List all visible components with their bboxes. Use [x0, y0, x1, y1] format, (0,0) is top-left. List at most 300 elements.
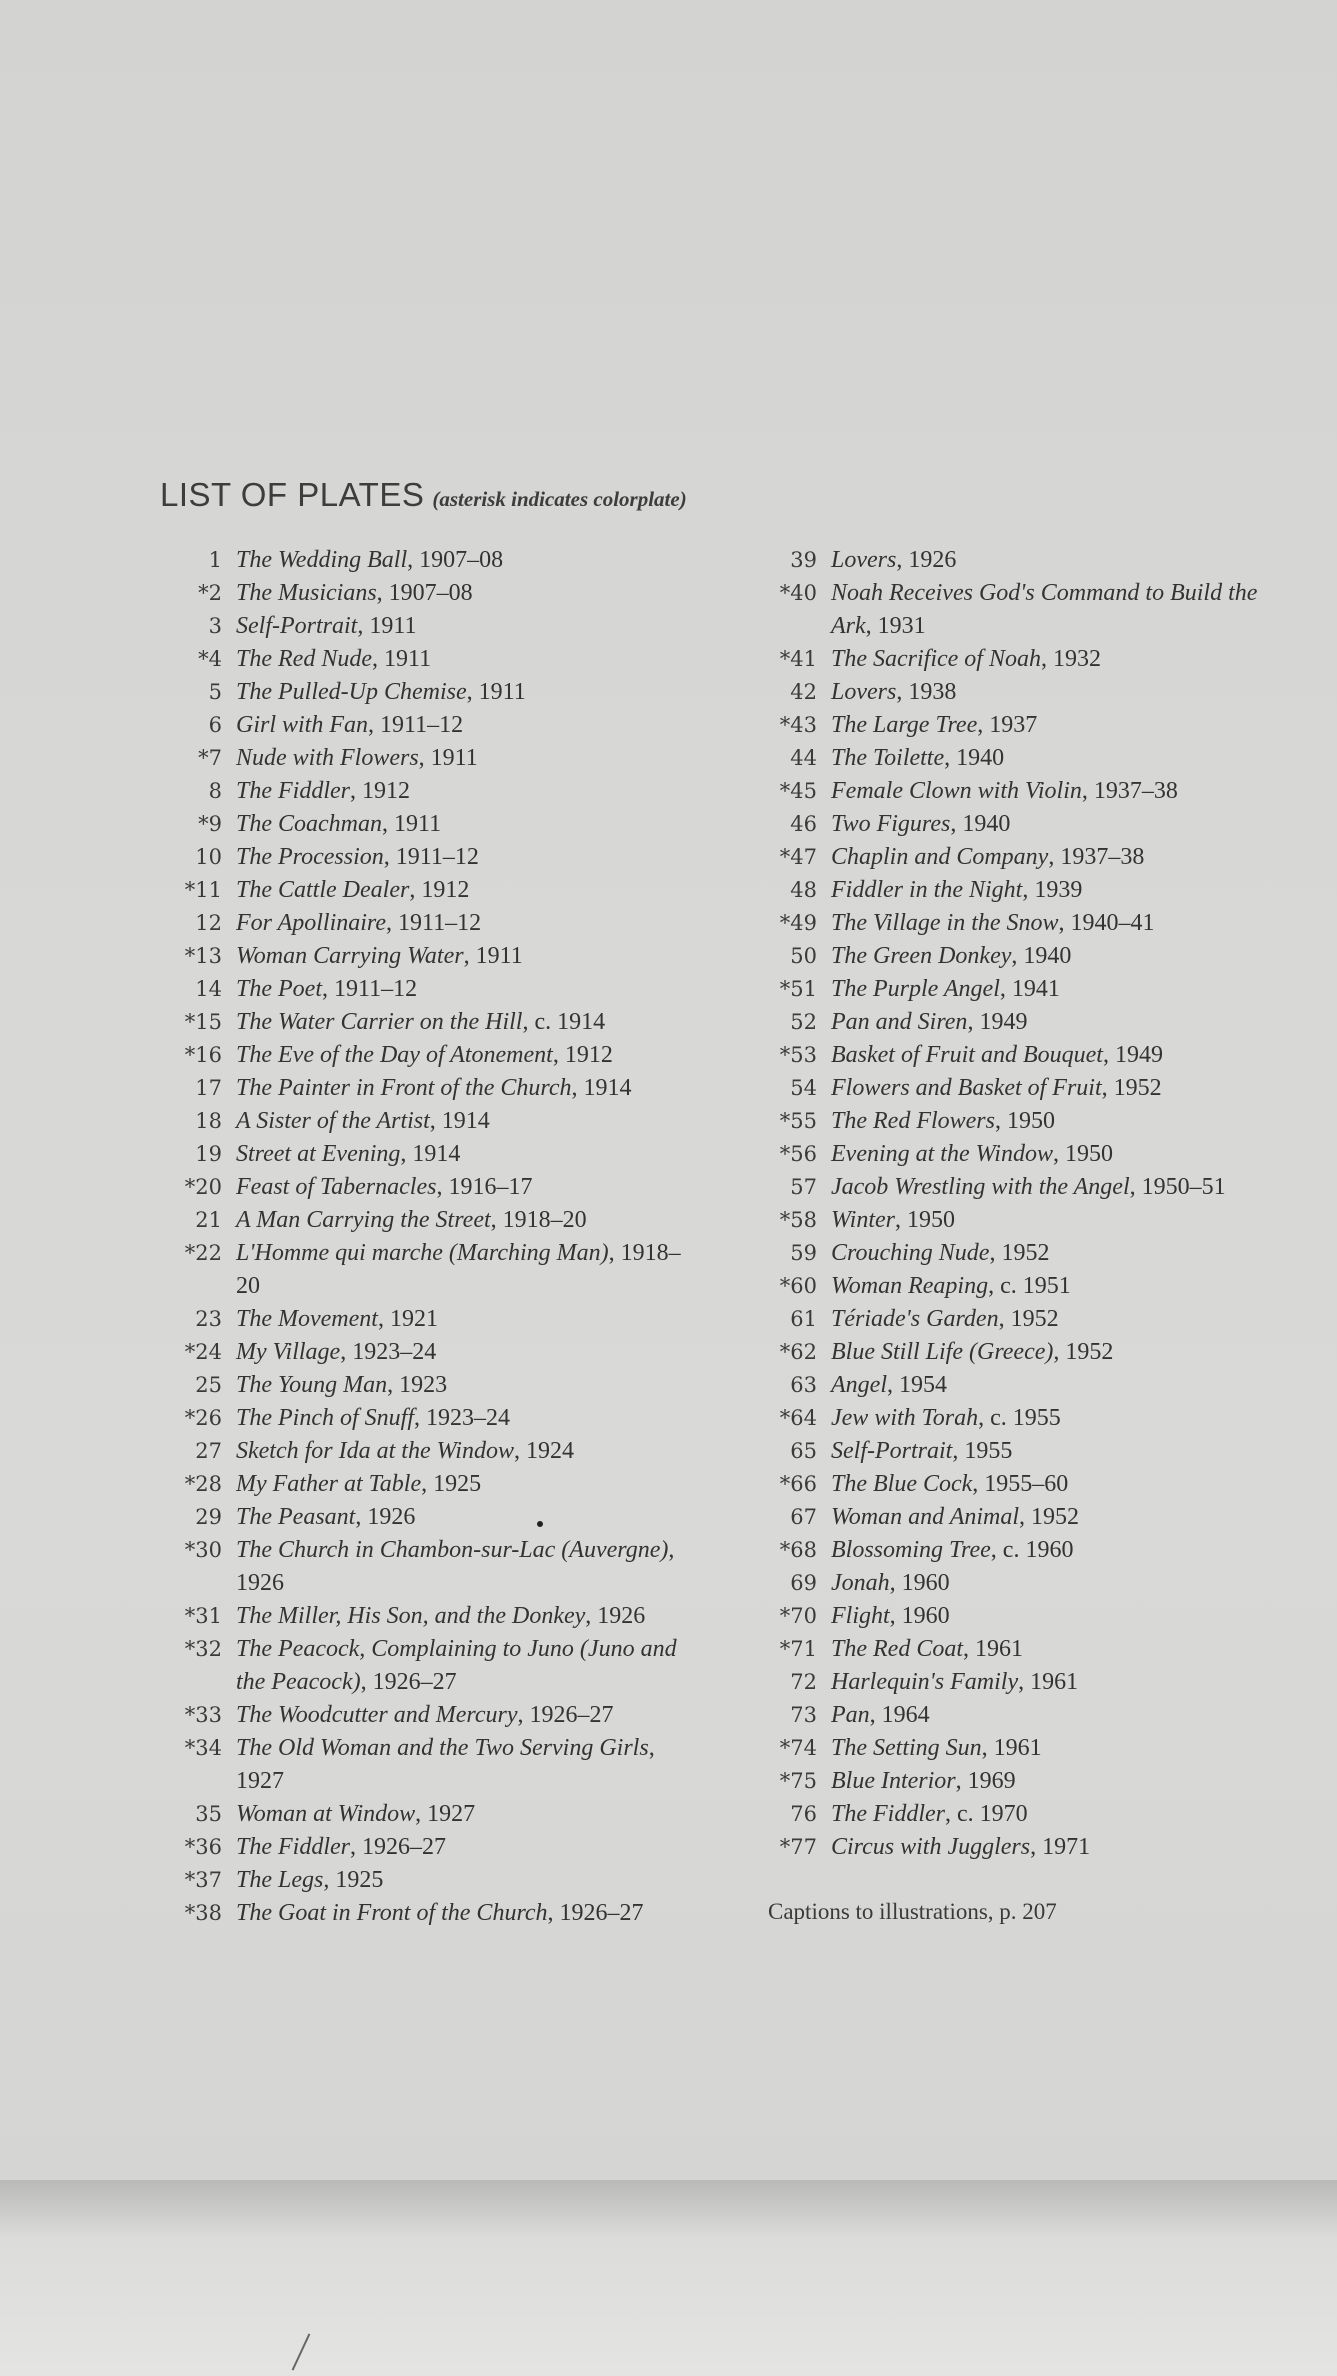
plate-title-text: The Green Donkey [831, 943, 1012, 969]
plate-title-text: The Old Woman and the Two Serving Girls [236, 1735, 649, 1761]
plate-title: The Procession, 1911–12 [236, 844, 479, 870]
plate-title-text: Jonah [831, 1570, 890, 1596]
plates-list-left [140, 544, 700, 1930]
plate-title-text: Winter [831, 1207, 895, 1233]
plate-title-text: The Musicians [236, 580, 377, 606]
plate-title: Woman Reaping, c. 1951 [831, 1273, 1071, 1299]
plate-number: *7 [198, 746, 222, 770]
plate-date: 1952 [1065, 1339, 1114, 1365]
plate-title-text: Pan and Siren [831, 1009, 968, 1035]
plate-title: Female Clown with Violin, 1937–38 [831, 778, 1178, 804]
plate-title: The Coachman, 1911 [236, 811, 442, 837]
plate-entry [140, 1138, 700, 1171]
plate-entry [735, 1270, 1295, 1303]
heading-note: (asterisk indicates colorplate) [432, 487, 687, 511]
plate-date: 1911 [475, 943, 523, 969]
plate-title: Woman Carrying Water, 1911 [236, 943, 523, 969]
plate-title: Pan and Siren, 1949 [831, 1009, 1028, 1035]
plate-title-text: Woman and Animal [831, 1504, 1020, 1530]
plate-title-text: The Peasant [236, 1504, 356, 1530]
plate-entry [140, 1402, 700, 1435]
plate-number: *30 [184, 1538, 222, 1562]
plate-number: *20 [184, 1175, 222, 1199]
plate-title-text: Evening at the Window [831, 1141, 1053, 1167]
plate-title-text: Sketch for Ida at the Window [236, 1438, 514, 1464]
plate-title: The Miller, His Son, and the Donkey, 1926 [236, 1603, 646, 1629]
plate-title-text: Nude with Flowers [236, 745, 419, 771]
plates-list-right [735, 544, 1295, 1864]
plate-title: Angel, 1954 [831, 1372, 947, 1398]
plate-entry [735, 1138, 1295, 1171]
plate-entry [735, 1204, 1295, 1237]
plate-title-text: Crouching Nude [831, 1240, 990, 1266]
plate-number: 76 [790, 1802, 817, 1826]
plate-title: The Eve of the Day of Atonement, 1912 [236, 1042, 613, 1068]
plate-number: 61 [790, 1307, 817, 1331]
plate-title: Jacob Wrestling with the Angel, 1950–51 [831, 1174, 1226, 1200]
plate-title-text: Jew with Torah [831, 1405, 979, 1431]
plate-date: 1907–08 [419, 547, 504, 573]
plate-entry [140, 775, 700, 808]
plate-title-text: Flowers and Basket of Fruit [831, 1075, 1102, 1101]
plate-title-text: Two Figures [831, 811, 951, 837]
plate-title: The Fiddler, 1912 [236, 778, 410, 804]
plate-number: *11 [184, 878, 222, 902]
plate-title-text: L'Homme qui marche (Marching Man) [236, 1240, 609, 1266]
plate-date: 1914 [583, 1075, 632, 1101]
plate-date: c. 1951 [1000, 1273, 1071, 1299]
plate-title: The Green Donkey, 1940 [831, 943, 1072, 969]
plate-date: 1952 [1113, 1075, 1162, 1101]
plate-number: 48 [790, 878, 817, 902]
plate-date: 1916–17 [448, 1174, 533, 1200]
plate-number: *33 [184, 1703, 222, 1727]
plate-title-text: Chaplin and Company [831, 844, 1049, 870]
plate-title: Woman at Window, 1927 [236, 1801, 476, 1827]
plate-date: 1960 [901, 1570, 950, 1596]
plate-number: *74 [779, 1736, 817, 1760]
plate-entry [735, 1402, 1295, 1435]
plate-number: *38 [184, 1901, 222, 1925]
plate-title: The Peacock, Complaining to Juno (Juno and the Peacock), 1926–27 [236, 1636, 677, 1695]
plate-entry [140, 1633, 700, 1699]
plate-date: 1961 [1030, 1669, 1079, 1695]
plate-entry [735, 775, 1295, 808]
plate-number: *13 [184, 944, 222, 968]
plate-entry [140, 940, 700, 973]
plate-title-text: The Large Tree [831, 712, 978, 738]
plate-date: 1911–12 [380, 712, 464, 738]
plate-title: Pan, 1964 [831, 1702, 930, 1728]
plate-number: 50 [790, 944, 817, 968]
plate-number: *47 [779, 845, 817, 869]
plate-number: *34 [184, 1736, 222, 1760]
plate-entry [140, 709, 700, 742]
plate-title-text: The Red Flowers [831, 1108, 995, 1134]
plate-number: *77 [779, 1835, 817, 1859]
plate-entry [140, 643, 700, 676]
plate-title: Sketch for Ida at the Window, 1924 [236, 1438, 574, 1464]
plate-date: 1955–60 [984, 1471, 1069, 1497]
plate-title-text: The Coachman [236, 811, 382, 837]
plate-date: 1914 [441, 1108, 490, 1134]
plate-entry [140, 1831, 700, 1864]
plate-title-text: The Toilette [831, 745, 945, 771]
plate-title-text: Lovers [831, 547, 897, 573]
plate-entry [140, 1336, 700, 1369]
plate-number: *68 [779, 1538, 817, 1562]
plate-title: A Sister of the Artist, 1914 [236, 1108, 490, 1134]
plate-entry [140, 1897, 700, 1930]
plate-title-text: Woman Reaping [831, 1273, 989, 1299]
plate-entry [735, 940, 1295, 973]
plate-title: Nude with Flowers, 1911 [236, 745, 478, 771]
plate-title-text: The Painter in Front of the Church [236, 1075, 572, 1101]
plate-entry [735, 709, 1295, 742]
plate-number: *40 [779, 581, 817, 605]
plate-entry [140, 1699, 700, 1732]
plate-number: *36 [184, 1835, 222, 1859]
plate-date: 1912 [421, 877, 470, 903]
plate-number: 27 [195, 1439, 222, 1463]
plate-title-text: A Man Carrying the Street [236, 1207, 491, 1233]
plate-title-text: The Woodcutter and Mercury [236, 1702, 518, 1728]
plate-title-text: Blossoming Tree [831, 1537, 991, 1563]
plate-title: The Pulled-Up Chemise, 1911 [236, 679, 526, 705]
plate-entry [140, 1732, 700, 1798]
plate-date: 1950–51 [1141, 1174, 1226, 1200]
plate-number: *56 [779, 1142, 817, 1166]
plate-title: The Pinch of Snuff, 1923–24 [236, 1405, 510, 1431]
plate-title: L'Homme qui marche (Marching Man), 1918–20 [236, 1240, 681, 1299]
plate-date: 1940 [956, 745, 1005, 771]
plate-number: *51 [779, 977, 817, 1001]
plate-title-text: Feast of Tabernacles [236, 1174, 437, 1200]
plate-date: 1949 [979, 1009, 1028, 1035]
plate-date: 1923–24 [352, 1339, 437, 1365]
plate-title-text: Harlequin's Family [831, 1669, 1019, 1695]
plate-date: 1926 [597, 1603, 646, 1629]
plate-date: 1937–38 [1060, 844, 1145, 870]
plate-entry [140, 610, 700, 643]
plate-title-text: Noah Receives God's Command to Build the Ark [831, 580, 1258, 639]
plate-number: *49 [779, 911, 817, 935]
captions-note: Captions to illustrations, p. 207 [768, 1899, 1057, 1924]
plate-entry [735, 1699, 1295, 1732]
plate-entry [735, 1501, 1295, 1534]
plate-title-text: My Village [236, 1339, 341, 1365]
table-surface [0, 2180, 1337, 2376]
plate-number: *41 [779, 647, 817, 671]
plate-title: The Toilette, 1940 [831, 745, 1005, 771]
plate-number: 5 [208, 680, 222, 704]
plate-entry [140, 1303, 700, 1336]
plate-date: 1937 [989, 712, 1038, 738]
plate-title: Lovers, 1926 [831, 547, 957, 573]
plate-entry [140, 676, 700, 709]
plate-date: 1960 [901, 1603, 950, 1629]
plate-entry [735, 1600, 1295, 1633]
plate-number: 10 [195, 845, 222, 869]
plate-title: Blue Still Life (Greece), 1952 [831, 1339, 1114, 1365]
plate-date: 1932 [1052, 646, 1101, 672]
plate-date: 1954 [898, 1372, 947, 1398]
plate-date: 1911 [369, 613, 417, 639]
plate-entry [140, 841, 700, 874]
plate-entry [140, 907, 700, 940]
plate-entry [735, 1171, 1295, 1204]
plate-entry [735, 676, 1295, 709]
plate-title: The Red Coat, 1961 [831, 1636, 1023, 1662]
plate-title-text: Tériade's Garden [831, 1306, 999, 1332]
plate-title-text: Jacob Wrestling with the Angel [831, 1174, 1130, 1200]
plate-number: 67 [790, 1505, 817, 1529]
plate-title-text: The Legs [236, 1867, 324, 1893]
plate-title: Fiddler in the Night, 1939 [831, 877, 1083, 903]
plate-number: 21 [195, 1208, 222, 1232]
plate-date: 1961 [975, 1636, 1023, 1662]
plate-entry [140, 1039, 700, 1072]
plate-title-text: The Fiddler [236, 778, 350, 804]
plate-date: 1940 [1023, 943, 1072, 969]
plate-number: *24 [184, 1340, 222, 1364]
plate-entry [735, 808, 1295, 841]
plate-entry [735, 841, 1295, 874]
plate-date: 1911–12 [333, 976, 418, 1002]
plate-entry [140, 1006, 700, 1039]
plate-entry [140, 1435, 700, 1468]
plate-number: *16 [184, 1043, 222, 1067]
plate-title-text: The Pinch of Snuff [236, 1405, 414, 1431]
plate-date: 1950 [907, 1207, 955, 1233]
plate-number: 39 [790, 548, 817, 572]
plate-title: The Movement, 1921 [236, 1306, 438, 1332]
plate-number: *58 [779, 1208, 817, 1232]
plate-date: 1940–41 [1070, 910, 1155, 936]
plate-date: 1964 [881, 1702, 930, 1728]
plate-title: The Legs, 1925 [236, 1867, 384, 1893]
plate-title-text: Flight [831, 1603, 890, 1629]
plate-title-text: The Water Carrier on the Hill [236, 1009, 523, 1035]
plate-title: Woman and Animal, 1952 [831, 1504, 1080, 1530]
plate-entry [735, 1369, 1295, 1402]
plate-entry [735, 544, 1295, 577]
plate-title-text: The Goat in Front of the Church [236, 1900, 548, 1926]
heading-title: LIST OF PLATES [160, 476, 425, 513]
plate-number: 12 [195, 911, 222, 935]
plate-date: 1926 [367, 1504, 416, 1530]
plate-title: My Village, 1923–24 [236, 1339, 437, 1365]
plate-title: Circus with Jugglers, 1971 [831, 1834, 1091, 1860]
plate-number: 25 [195, 1373, 222, 1397]
plate-entry [140, 1468, 700, 1501]
plate-entry [140, 577, 700, 610]
plate-entry [735, 1435, 1295, 1468]
plate-title: The Fiddler, 1926–27 [236, 1834, 446, 1860]
plate-entry [735, 1666, 1295, 1699]
plate-title: A Man Carrying the Street, 1918–20 [236, 1207, 587, 1233]
plate-title-text: Blue Interior [831, 1768, 956, 1794]
plate-title-text: The Procession [236, 844, 384, 870]
plate-number: 35 [195, 1802, 222, 1826]
plate-entry [735, 1567, 1295, 1600]
plate-title: Lovers, 1938 [831, 679, 957, 705]
plate-title: Girl with Fan, 1911–12 [236, 712, 464, 738]
plate-number: *64 [779, 1406, 817, 1430]
plate-title: For Apollinaire, 1911–12 [236, 910, 482, 936]
plate-title-text: Self-Portrait [831, 1438, 953, 1464]
plate-title-text: My Father at Table [236, 1471, 422, 1497]
plate-date: 1949 [1114, 1042, 1163, 1068]
plate-title: The Woodcutter and Mercury, 1926–27 [236, 1702, 614, 1728]
plate-date: 1923–24 [425, 1405, 510, 1431]
plate-title: The Peasant, 1926 [236, 1504, 416, 1530]
plate-title-text: Street at Evening [236, 1141, 401, 1167]
plate-number: 44 [790, 746, 817, 770]
plate-number: *60 [779, 1274, 817, 1298]
plate-date: 1912 [564, 1042, 613, 1068]
plate-date: 1911 [430, 745, 478, 771]
plate-date: 1961 [993, 1735, 1042, 1761]
plate-title: The Cattle Dealer, 1912 [236, 877, 470, 903]
plate-date: 1925 [433, 1471, 482, 1497]
plate-date: 1921 [389, 1306, 438, 1332]
plate-date: c. 1914 [534, 1009, 606, 1035]
plate-entry [140, 1798, 700, 1831]
plate-entry [735, 1534, 1295, 1567]
plate-entry [140, 1501, 700, 1534]
plate-number: *70 [779, 1604, 817, 1628]
plate-title: Chaplin and Company, 1937–38 [831, 844, 1145, 870]
plate-title-text: Woman at Window [236, 1801, 416, 1827]
plate-date: 1927 [236, 1768, 284, 1794]
plate-date: 1952 [1001, 1240, 1050, 1266]
plate-title-text: Circus with Jugglers [831, 1834, 1031, 1860]
plate-entry [735, 1303, 1295, 1336]
plate-title-text: The Purple Angel [831, 976, 1000, 1002]
plate-title-text: The Pulled-Up Chemise [236, 679, 467, 705]
plate-title-text: The Cattle Dealer [236, 877, 410, 903]
plate-number: 17 [195, 1076, 222, 1100]
plate-date: 1937–38 [1093, 778, 1178, 804]
plate-title-text: The Blue Cock [831, 1471, 973, 1497]
plate-title: Harlequin's Family, 1961 [831, 1669, 1079, 1695]
plate-entry [140, 1369, 700, 1402]
plate-title-text: Blue Still Life (Greece) [831, 1339, 1054, 1365]
plate-entry [140, 1105, 700, 1138]
plate-number: *2 [198, 581, 222, 605]
plate-number: 1 [208, 548, 222, 572]
plate-entry [735, 742, 1295, 775]
plate-entry [140, 1171, 700, 1204]
plate-title: The Village in the Snow, 1940–41 [831, 910, 1155, 936]
plate-title: The Water Carrier on the Hill, c. 1914 [236, 1009, 606, 1035]
plate-entry [140, 742, 700, 775]
plate-date: 1918–20 [236, 1240, 681, 1299]
plate-date: 1914 [412, 1141, 461, 1167]
plate-entry [140, 1072, 700, 1105]
plate-number: 8 [208, 779, 222, 803]
plate-title: Flight, 1960 [831, 1603, 950, 1629]
plate-title-text: The Sacrifice of Noah [831, 646, 1041, 672]
plate-title-text: The Red Coat [831, 1636, 963, 1662]
plate-date: 1940 [962, 811, 1011, 837]
plate-entry [735, 1765, 1295, 1798]
plate-title: Noah Receives God's Command to Build the Ark, 1931 [831, 580, 1258, 639]
plate-date: c. 1960 [1002, 1537, 1074, 1563]
plate-title-text: Lovers [831, 679, 897, 705]
plate-title: Basket of Fruit and Bouquet, 1949 [831, 1042, 1163, 1068]
plate-date: 1926–27 [372, 1669, 457, 1695]
plate-number: *66 [779, 1472, 817, 1496]
plate-date: 1907–08 [388, 580, 473, 606]
plate-title: The Old Woman and the Two Serving Girls, 1927 [236, 1735, 655, 1794]
plate-entry [735, 1039, 1295, 1072]
plate-entry [735, 1336, 1295, 1369]
plate-date: 1924 [525, 1438, 574, 1464]
page-heading [160, 476, 687, 514]
plate-entry [140, 874, 700, 907]
plate-title-text: The Movement [236, 1306, 378, 1332]
plate-title: The Church in Chambon-sur-Lac (Auvergne), 1926 [236, 1537, 675, 1596]
plate-date: 1926 [908, 547, 957, 573]
plate-title: The Goat in Front of the Church, 1926–27 [236, 1900, 644, 1926]
plate-entry [140, 1534, 700, 1600]
plate-date: 1923 [399, 1372, 448, 1398]
plate-number: *31 [184, 1604, 222, 1628]
plate-title-text: Pan [831, 1702, 870, 1728]
plate-entry [140, 544, 700, 577]
plate-title-text: Woman Carrying Water [236, 943, 464, 969]
plate-number: *53 [779, 1043, 817, 1067]
plate-date: c. 1970 [957, 1801, 1028, 1827]
plate-number: *75 [779, 1769, 817, 1793]
plate-title-text: The Red Nude [236, 646, 372, 672]
plate-title: Winter, 1950 [831, 1207, 955, 1233]
plate-date: 1969 [967, 1768, 1016, 1794]
plate-title-text: Fiddler in the Night [831, 877, 1023, 903]
plate-entry [735, 1006, 1295, 1039]
plate-number: *9 [198, 812, 222, 836]
plate-entry [735, 1237, 1295, 1270]
plate-title: Flowers and Basket of Fruit, 1952 [831, 1075, 1162, 1101]
plate-number: 46 [790, 812, 817, 836]
plate-number: 73 [790, 1703, 817, 1727]
plate-number: 19 [195, 1142, 222, 1166]
plate-entry [735, 973, 1295, 1006]
plate-date: 1912 [362, 778, 410, 804]
plate-title: The Poet, 1911–12 [236, 976, 418, 1002]
plate-number: 65 [790, 1439, 817, 1463]
plate-title: Evening at the Window, 1950 [831, 1141, 1113, 1167]
plate-title: The Large Tree, 1937 [831, 712, 1038, 738]
plate-title: The Wedding Ball, 1907–08 [236, 547, 504, 573]
plate-entry [140, 1600, 700, 1633]
plate-title: Jew with Torah, c. 1955 [831, 1405, 1061, 1431]
plate-title: Street at Evening, 1914 [236, 1141, 461, 1167]
plate-entry [735, 577, 1295, 643]
plate-entry [140, 973, 700, 1006]
plate-entry [735, 643, 1295, 676]
plate-date: 1952 [1010, 1306, 1059, 1332]
plate-title-text: The Church in Chambon-sur-Lac (Auvergne) [236, 1537, 669, 1563]
plate-date: 1911 [478, 679, 526, 705]
plate-number: 6 [208, 713, 222, 737]
plate-entry [735, 1105, 1295, 1138]
plate-title-text: The Eve of the Day of Atonement [236, 1042, 553, 1068]
plate-title-text: The Peacock, Complaining to Juno (Juno and the Peacock) [236, 1636, 677, 1695]
plate-date: 1955 [964, 1438, 1013, 1464]
